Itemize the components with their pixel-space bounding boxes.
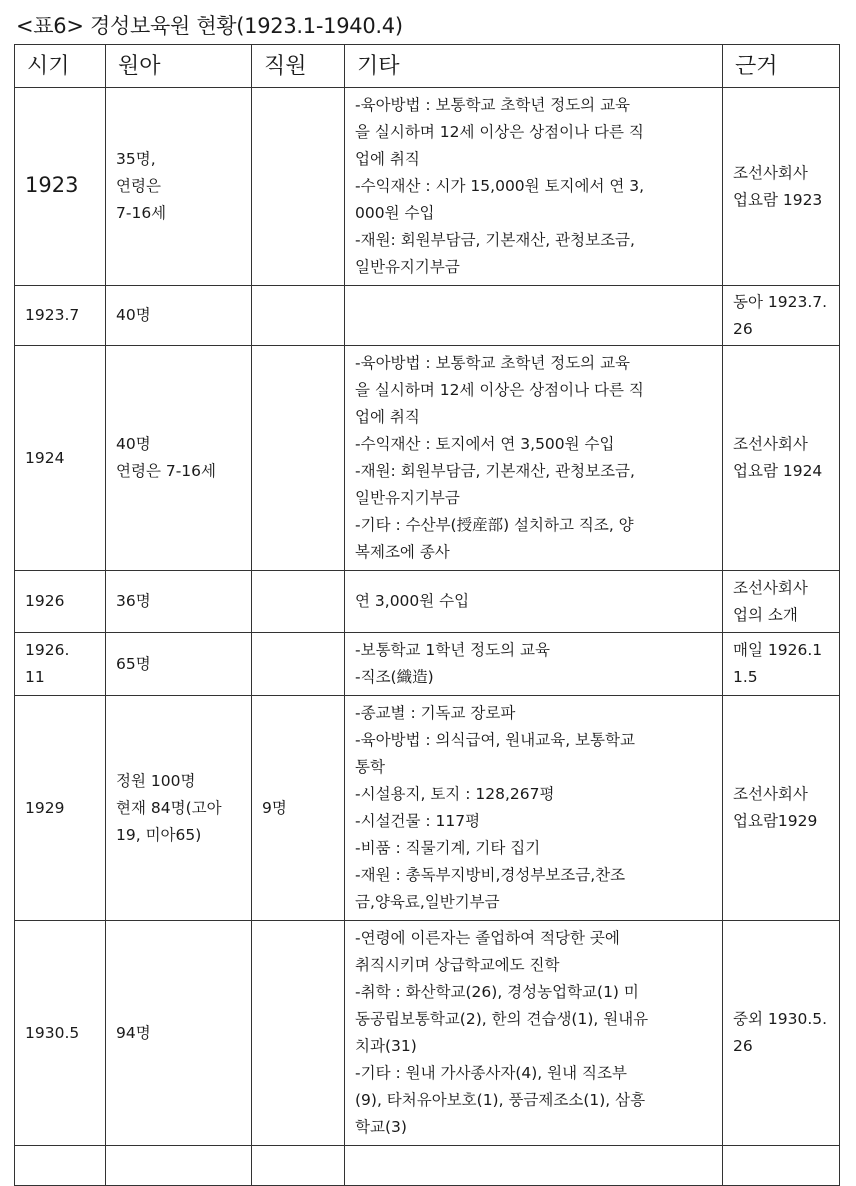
table-row <box>15 1146 840 1186</box>
staff-cell <box>252 346 345 571</box>
children-cell: 94명 <box>106 921 252 1146</box>
children-cell: 정원 100명 현재 84명(고아 19, 미아65) <box>106 696 252 921</box>
children-cell: 40명 연령은 7-16세 <box>106 346 252 571</box>
period-cell: 1930.5 <box>15 921 106 1146</box>
header-etc: 기타 <box>345 45 723 88</box>
source-cell: 조선사회사 업요람 1924 <box>723 346 840 571</box>
staff-cell <box>252 286 345 346</box>
header-staff: 직원 <box>252 45 345 88</box>
header-source: 근거 <box>723 45 840 88</box>
source-cell: 동아 1923.7. 26 <box>723 286 840 346</box>
children-cell: 65명 <box>106 633 252 696</box>
source-cell: 중외 1930.5. 26 <box>723 921 840 1146</box>
source-cell: 조선사회사 업요람 1923 <box>723 88 840 286</box>
header-children: 원아 <box>106 45 252 88</box>
period-cell: 1926. 11 <box>15 633 106 696</box>
etc-cell: -육아방법 : 보통학교 초학년 정도의 교육 을 실시하며 12세 이상은 상점이나 다른 직 업에 취직 -수익재산 : 토지에서 연 3,500원 수입 -재원: 회원부담금, 기본재산, 관청보조금, 일반유지기부금 -기타 : 수산부(授産部) 설치하고 직조, 양 복제조에 종사 <box>345 346 723 571</box>
etc-cell: -종교별 : 기독교 장로파 -육아방법 : 의식급여, 원내교육, 보통학교 통학 -시설용지, 토지 : 128,267평 -시설건물 : 117평 -비품 : 직물기계, 기타 집기 -재원 : 총독부지방비,경성부보조금,찬조 금,양육료,일반기부금 <box>345 696 723 921</box>
table-row <box>15 921 840 1146</box>
table-caption: <표6> 경성보육원 현황(1923.1-1940.4) <box>16 14 403 38</box>
etc-cell: 연 3,000원 수입 <box>345 571 723 633</box>
children-cell: 40명 <box>106 286 252 346</box>
source-cell: 조선사회사 업의 소개 <box>723 571 840 633</box>
children-cell: 35명, 연령은 7-16세 <box>106 88 252 286</box>
header-period: 시기 <box>15 45 106 88</box>
staff-cell <box>252 88 345 286</box>
period-cell: 1929 <box>15 696 106 921</box>
staff-cell <box>252 633 345 696</box>
etc-cell <box>345 286 723 346</box>
period-cell: 1924 <box>15 346 106 571</box>
children-cell <box>106 1146 252 1186</box>
source-cell: 조선사회사 업요람1929 <box>723 696 840 921</box>
period-cell: 1923 <box>15 88 106 286</box>
staff-cell: 9명 <box>252 696 345 921</box>
table-row <box>15 88 840 286</box>
orphanage-status-table <box>14 44 840 1186</box>
table-row <box>15 633 840 696</box>
period-cell: 1923.7 <box>15 286 106 346</box>
etc-cell: -육아방법 : 보통학교 초학년 정도의 교육 을 실시하며 12세 이상은 상점이나 다른 직 업에 취직 -수익재산 : 시가 15,000원 토지에서 연 3, 000원 수입 -재원: 회원부담금, 기본재산, 관청보조금, 일반유지기부금 <box>345 88 723 286</box>
table-row <box>15 696 840 921</box>
table-row <box>15 571 840 633</box>
period-cell <box>15 1146 106 1186</box>
staff-cell <box>252 1146 345 1186</box>
source-cell: 매일 1926.1 1.5 <box>723 633 840 696</box>
period-cell: 1926 <box>15 571 106 633</box>
etc-cell: -보통학교 1학년 정도의 교육 -직조(織造) <box>345 633 723 696</box>
etc-cell: -연령에 이른자는 졸업하여 적당한 곳에 취직시키며 상급학교에도 진학 -취학 : 화산학교(26), 경성농업학교(1) 미 동공립보통학교(2), 한의 견습생(1), 원내유 치과(31) -기타 : 원내 가사종사자(4), 원내 직조부 (9), 타처유아보호(1), 풍금제조소(1), 삼흥 학교(3) <box>345 921 723 1146</box>
header-row <box>15 45 840 88</box>
etc-cell <box>345 1146 723 1186</box>
children-cell: 36명 <box>106 571 252 633</box>
staff-cell <box>252 571 345 633</box>
staff-cell <box>252 921 345 1146</box>
source-cell <box>723 1146 840 1186</box>
table-row <box>15 346 840 571</box>
table-row <box>15 286 840 346</box>
